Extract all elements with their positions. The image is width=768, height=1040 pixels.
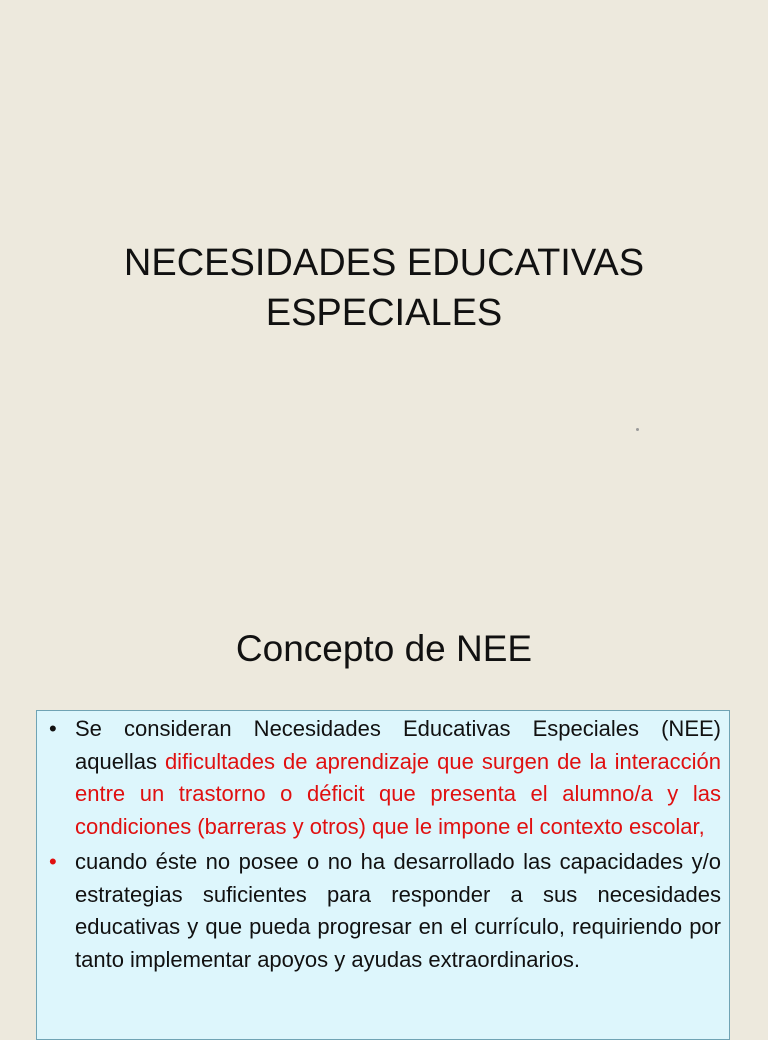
bullet-text-highlight: dificultades de aprendizaje que surgen de la interacción entre un trastorno o déficit que presenta el alumno/a y las condiciones (barreras y otros) que le impone el contexto escolar,: [75, 748, 721, 839]
bullet-marker: •: [49, 716, 57, 741]
slide-title-line-1: NECESIDADES EDUCATIVAS: [123, 242, 645, 284]
decorative-dot: [636, 428, 639, 431]
slide-title-line-2: ESPECIALES: [265, 292, 503, 334]
definition-box: [36, 710, 730, 1040]
bullet-list: [47, 713, 721, 976]
bullet-item-condition: [47, 846, 721, 976]
bullet-marker: •: [49, 849, 57, 874]
section-title: Concepto de NEE: [235, 628, 533, 669]
bullet-item-definition: [47, 713, 721, 843]
bullet-text: Se consideran Necesidades Educativas Especiales (NEE) aquellas: [75, 716, 721, 774]
bullet-text: cuando éste no posee o no ha desarrollado las capacidades y/o estrategias suficientes para responder a sus necesidades educativas y que pueda progresar en el currículo, requiriendo por tanto implementar apoyos y ayudas extraordinarios.: [75, 849, 721, 972]
slide-title: [0, 238, 768, 338]
